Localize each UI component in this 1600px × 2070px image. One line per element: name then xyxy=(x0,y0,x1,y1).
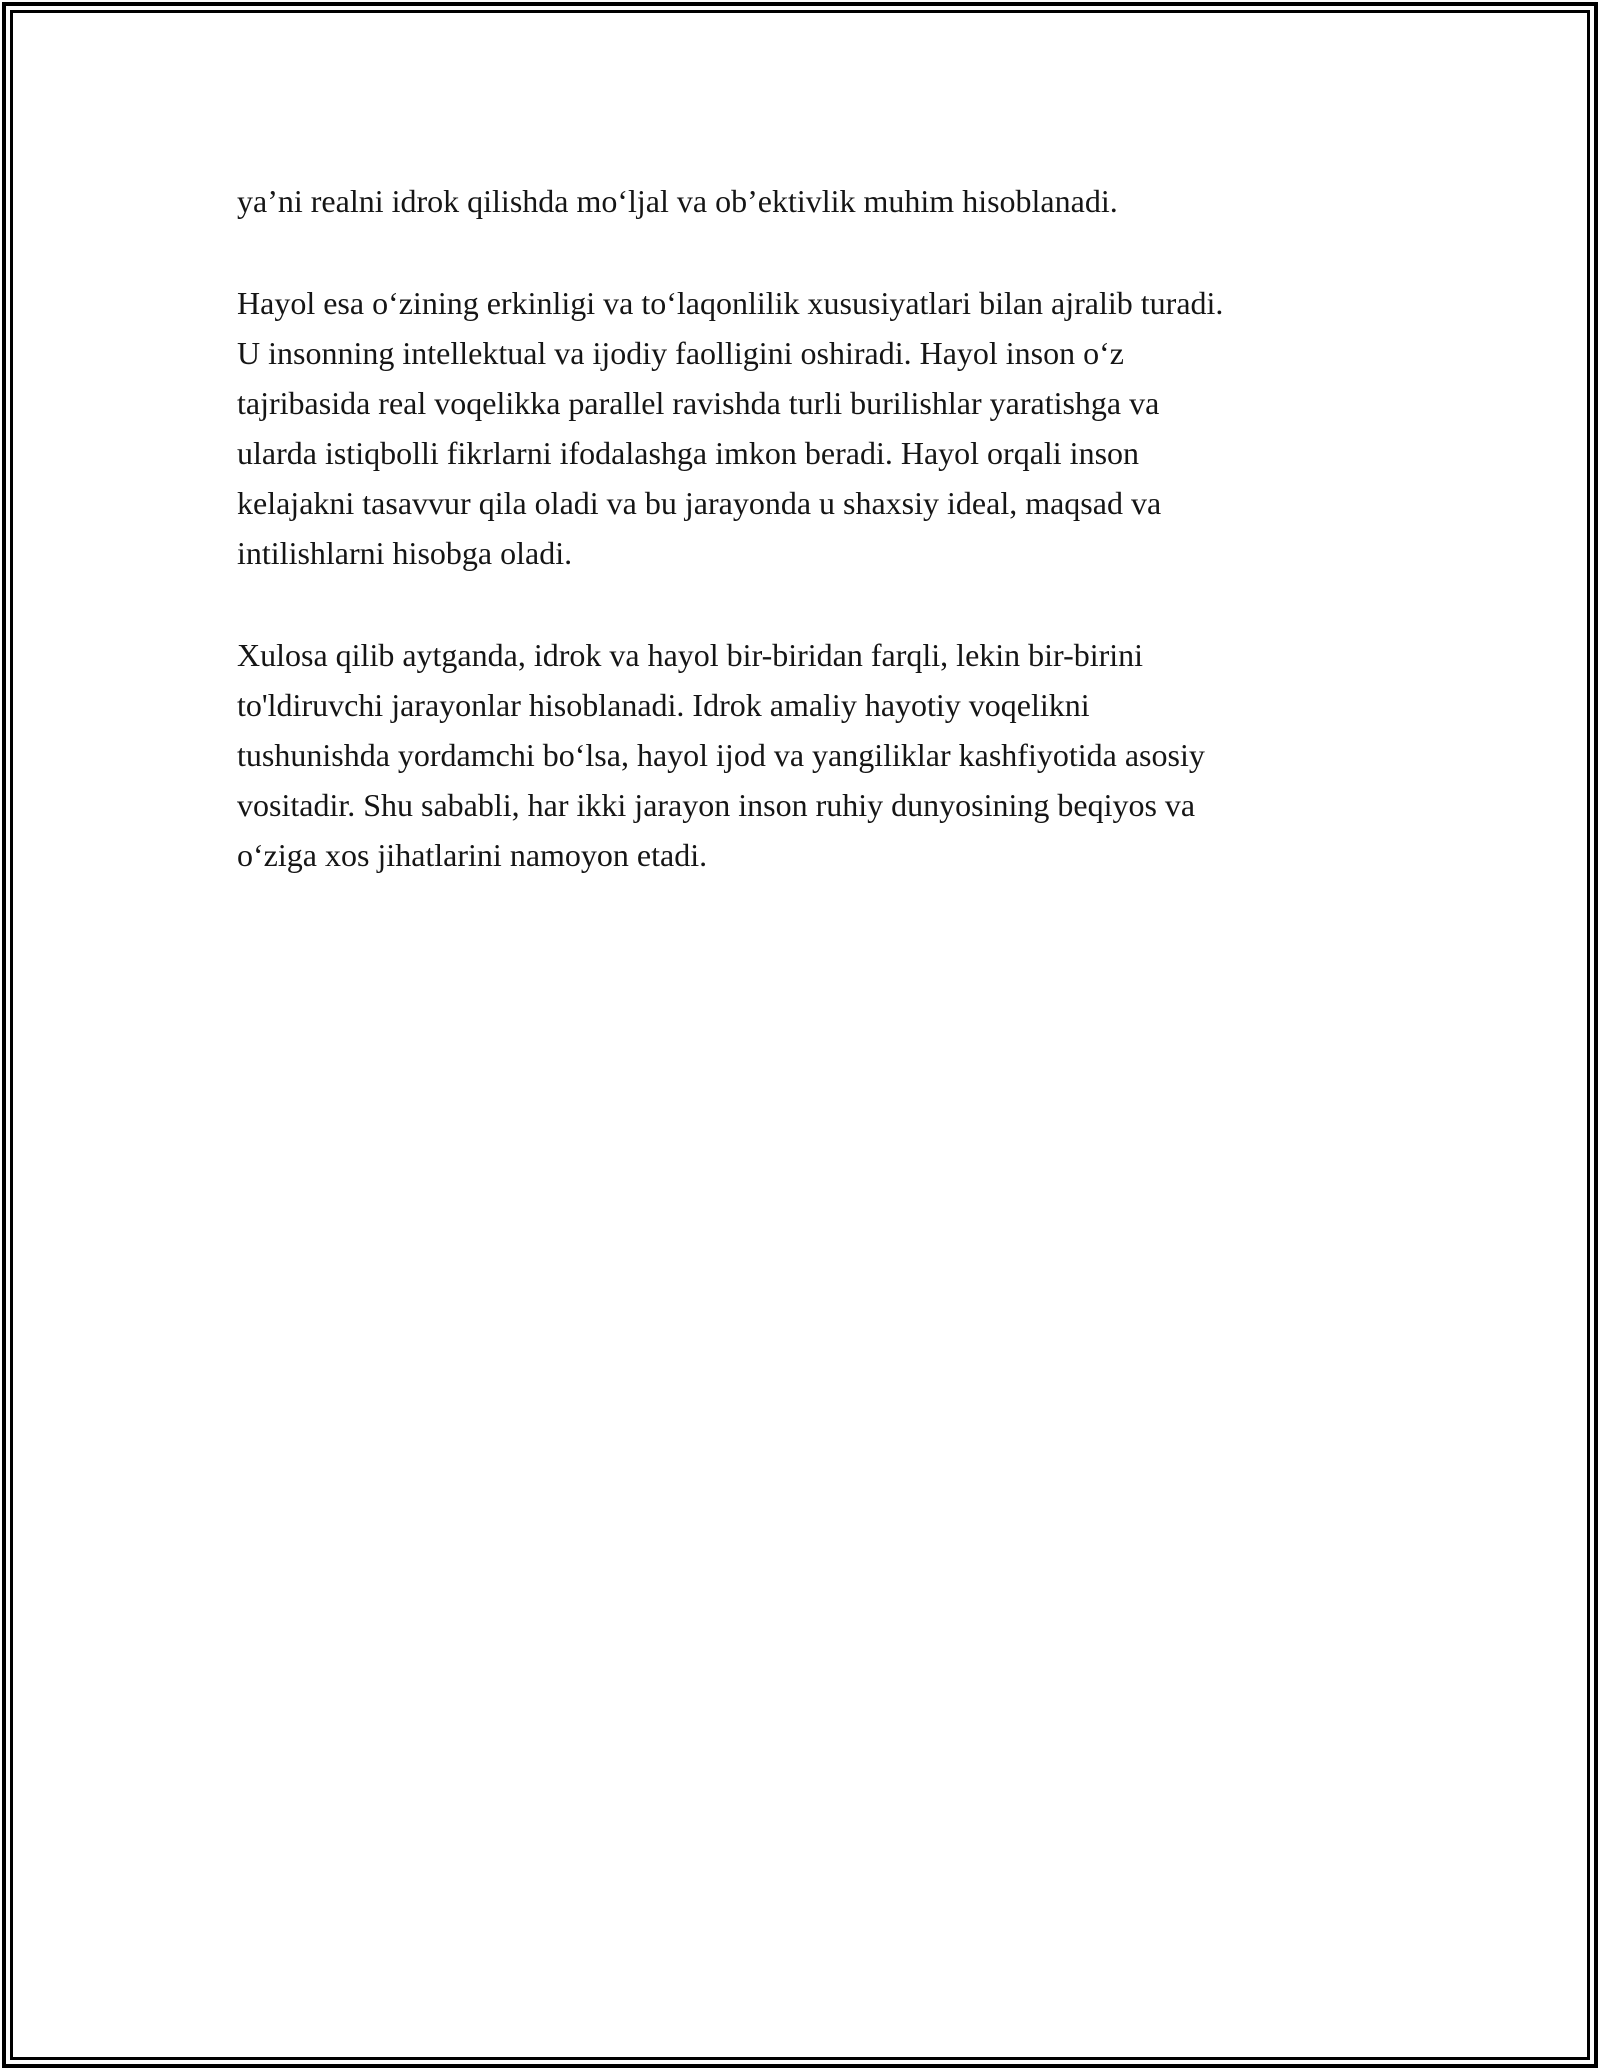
paragraph-1 xyxy=(237,176,1547,226)
text-line: kelajakni tasavvur qila oladi va bu jarayonda u shaxsiy ideal, maqsad va xyxy=(237,485,1162,521)
text-line: Xulosa qilib aytganda, idrok va hayol bir-biridan farqli, lekin bir-birini xyxy=(237,637,1144,673)
text-line: ya’ni realni idrok qilishda moʻljal va ob’ektivlik muhim hisoblanadi. xyxy=(237,183,1118,219)
inner-border-frame xyxy=(10,10,1590,2060)
text-line: U insonning intellektual va ijodiy faolligini oshiradi. Hayol inson oʻz xyxy=(237,335,1124,371)
outer-border-frame xyxy=(2,2,1598,2068)
text-line: intilishlarni hisobga oladi. xyxy=(237,535,573,571)
text-line: ularda istiqbolli fikrlarni ifodalashga imkon beradi. Hayol orqali inson xyxy=(237,435,1140,471)
text-line: tajribasida real voqelikka parallel ravishda turli burilishlar yaratishga va xyxy=(237,385,1160,421)
text-line: oʻziga xos jihatlarini namoyon etadi. xyxy=(237,837,708,873)
document-body xyxy=(237,176,1547,880)
paragraph-3 xyxy=(237,630,1547,880)
text-line: vositadir. Shu sababli, har ikki jarayon inson ruhiy dunyosining beqiyos va xyxy=(237,787,1196,823)
text-line: Hayol esa oʻzining erkinligi va toʻlaqonlilik xususiyatlari bilan ajralib turadi. xyxy=(237,285,1224,321)
text-line: tushunishda yordamchi boʻlsa, hayol ijod va yangiliklar kashfiyotida asosiy xyxy=(237,737,1205,773)
paragraph-2 xyxy=(237,278,1547,578)
text-line: to'ldiruvchi jarayonlar hisoblanadi. Idrok amaliy hayotiy voqelikni xyxy=(237,687,1090,723)
